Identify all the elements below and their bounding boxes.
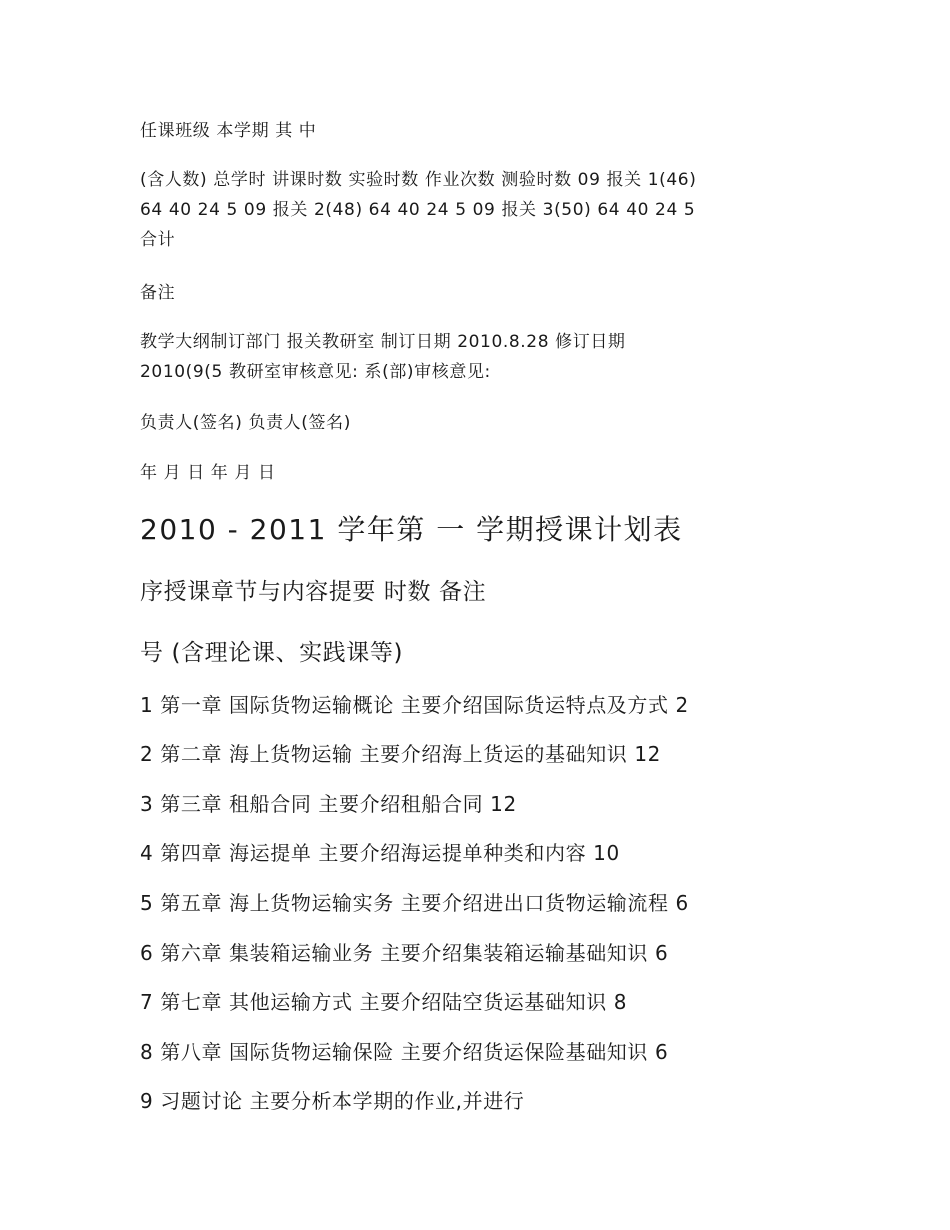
- plan-column-header: 序授课章节与内容提要 时数 备注: [140, 579, 487, 605]
- plan-row: 8 第八章 国际货物运输保险 主要介绍货运保险基础知识 6: [140, 1040, 669, 1064]
- plan-row: 6 第六章 集装箱运输业务 主要介绍集装箱运输基础知识 6: [140, 941, 669, 965]
- plan-row: 5 第五章 海上货物运输实务 主要介绍进出口货物运输流程 6: [140, 891, 689, 915]
- department-line: 2010(9(5 教研室审核意见: 系(部)审核意见:: [140, 362, 491, 382]
- dates-line: 年 月 日 年 月 日: [140, 463, 276, 483]
- class-info-line: 任课班级 本学期 其 中: [140, 121, 317, 141]
- plan-title: 2010 - 2011 学年第 一 学期授课计划表: [140, 513, 683, 546]
- plan-row: 3 第三章 租船合同 主要介绍租船合同 12: [140, 792, 517, 816]
- plan-row: 9 习题讨论 主要分析本学期的作业,并进行: [140, 1089, 525, 1113]
- hours-table-line: 64 40 24 5 09 报关 2(48) 64 40 24 5 09 报关 3(50) 64 40 24 5: [140, 200, 696, 220]
- remarks-label: 备注: [140, 283, 176, 303]
- plan-row: 1 第一章 国际货物运输概论 主要介绍国际货运特点及方式 2: [140, 693, 689, 717]
- hours-table-text: [140, 165, 830, 255]
- signers-line: 负责人(签名) 负责人(签名): [140, 413, 351, 433]
- hours-table-line: (含人数) 总学时 讲课时数 实验时数 作业次数 测验时数 09 报关 1(46): [140, 170, 697, 190]
- department-line: 教学大纲制订部门 报关教研室 制订日期 2010.8.28 修订日期: [140, 332, 626, 352]
- plan-column-header-sub: 号 (含理论课、实践课等): [140, 640, 404, 666]
- plan-row: 2 第二章 海上货物运输 主要介绍海上货运的基础知识 12: [140, 742, 662, 766]
- department-info: [140, 327, 830, 387]
- plan-row: 7 第七章 其他运输方式 主要介绍陆空货运基础知识 8: [140, 990, 628, 1014]
- hours-table-line: 合计: [140, 230, 176, 250]
- plan-row: 4 第四章 海运提单 主要介绍海运提单种类和内容 10: [140, 841, 620, 865]
